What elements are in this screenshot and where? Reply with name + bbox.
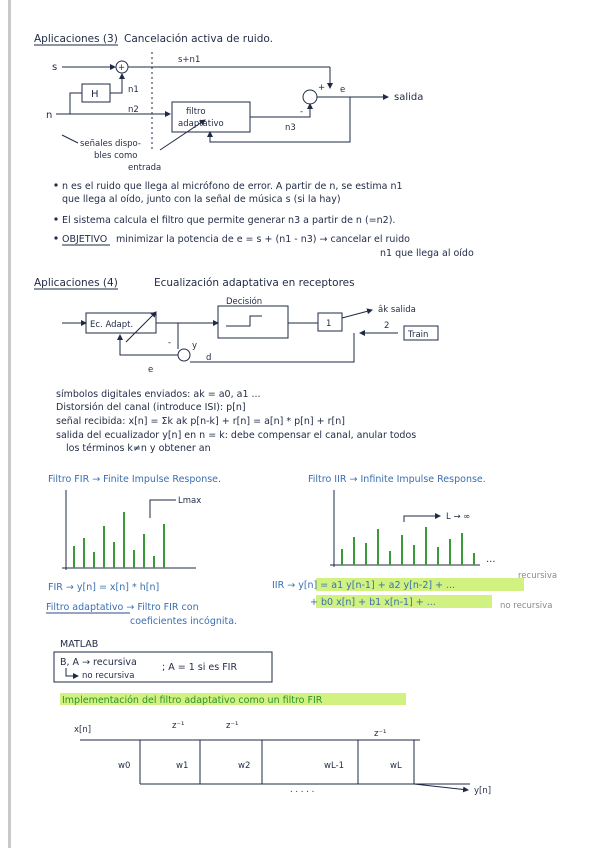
objective-text-2: n1 que llega al oído bbox=[380, 248, 474, 259]
sec2-bullet: Distorsión del canal (introduce ISI): p[n] bbox=[56, 402, 246, 413]
n1-label: n1 bbox=[128, 85, 139, 95]
sec1-bullet-1: n es el ruido que llega al micrófono de error. A partir de n, se estima n1 bbox=[62, 181, 403, 192]
linf-label: L → ∞ bbox=[446, 512, 471, 522]
bullet-dot bbox=[54, 183, 57, 186]
adaptive-text-2: coeficientes incógnita. bbox=[130, 616, 238, 627]
avail-text-1: señales dispo- bbox=[80, 139, 141, 149]
sum-label: s+n1 bbox=[178, 55, 201, 65]
section-adaptive-equalization bbox=[34, 277, 438, 454]
iir-equation-1: IIR → y[n] = a1 y[n-1] + a2 y[n-2] + ... bbox=[272, 580, 456, 591]
sum-node-2 bbox=[303, 90, 317, 104]
lmax-label: Lmax bbox=[178, 496, 202, 506]
decision-block bbox=[218, 306, 288, 338]
equalizer-label: Ec. Adapt. bbox=[90, 320, 134, 330]
avail-text-3: entrada bbox=[128, 163, 162, 173]
z2-label: z⁻¹ bbox=[226, 721, 239, 731]
sec1-bullet-2: El sistema calcula el filtro que permite generar n3 a partir de n (=n2). bbox=[62, 215, 396, 226]
nonrecursive-note: no recursiva bbox=[500, 601, 553, 611]
objective-text: minimizar la potencia de e = s + (n1 - n3) → cancelar el ruido bbox=[116, 234, 410, 245]
filter-label-2: adaptativo bbox=[178, 119, 224, 129]
decision-step bbox=[226, 316, 262, 326]
matlab-title: MATLAB bbox=[60, 639, 99, 650]
impl-title: Implementación del filtro adaptativo como un filtro FIR bbox=[62, 695, 323, 706]
bullet-dot bbox=[54, 236, 57, 239]
avail-text-2: bles como bbox=[94, 151, 138, 161]
impl-output: y[n] bbox=[474, 786, 492, 796]
wl-label: wL bbox=[390, 761, 402, 771]
output-arrow bbox=[414, 784, 468, 790]
lmax-bracket bbox=[150, 500, 176, 518]
block-h-label: H bbox=[91, 89, 99, 100]
fir-impulse-bars bbox=[74, 512, 164, 568]
matlab-nonrec: no recursiva bbox=[82, 671, 135, 681]
w1-label: w1 bbox=[176, 761, 189, 771]
to-output bbox=[342, 310, 372, 318]
decision-label: Decisión bbox=[226, 297, 263, 307]
ref-line bbox=[190, 333, 354, 362]
adaptive-text-1: Filtro adaptativo → Filtro FIR con bbox=[46, 602, 199, 613]
z3-label: z⁻¹ bbox=[374, 729, 387, 739]
matlab-a-eq: ; A = 1 si es FIR bbox=[162, 662, 238, 673]
matlab-arrow bbox=[66, 668, 78, 676]
iir-equation-2: + b0 x[n] + b1 x[n-1] + ... bbox=[310, 597, 436, 608]
z1-label: z⁻¹ bbox=[172, 721, 185, 731]
sec2-bullet: los términos k≠n y obtener an bbox=[66, 443, 211, 454]
n-branch bbox=[70, 93, 82, 114]
filter-label-1: filtro bbox=[186, 107, 206, 117]
output-label: salida bbox=[394, 92, 424, 103]
sec2-bullet: símbolos digitales enviados: ak = a0, a1 ... bbox=[56, 389, 261, 400]
error-node bbox=[178, 349, 190, 361]
sum2-minus: - bbox=[300, 107, 304, 117]
iir-label: Filtro IIR → Infinite Impulse Response. bbox=[308, 474, 486, 485]
d-label: d bbox=[206, 353, 212, 363]
bullet-dot bbox=[54, 217, 57, 220]
fir-label: Filtro FIR → Finite Impulse Response. bbox=[48, 474, 222, 485]
sec1-bullet-1b: que llega al oído, junto con la señal de música s (si la hay) bbox=[62, 194, 341, 205]
sec2-bullets bbox=[56, 389, 416, 454]
w0-label: w0 bbox=[118, 761, 131, 771]
signal-n-label: n bbox=[46, 110, 53, 121]
avail-pointer bbox=[62, 135, 78, 143]
h-to-sum bbox=[110, 74, 122, 93]
fir-equation: FIR → y[n] = x[n] * h[n] bbox=[48, 582, 160, 593]
section-noise-cancellation bbox=[34, 33, 474, 259]
train-label: Train bbox=[408, 330, 429, 340]
section-fir-iir bbox=[46, 474, 557, 627]
sec2-bullet: señal recibida: x[n] = Σk ak p[n-k] + r[n] = a[n] * p[n] + r[n] bbox=[56, 416, 345, 427]
sec1-title-prefix: Aplicaciones (3) bbox=[34, 33, 118, 45]
iir-impulse-bars bbox=[342, 527, 474, 565]
linf-arrow bbox=[404, 516, 440, 522]
e-label-2: e bbox=[148, 365, 154, 375]
n2-label: n2 bbox=[128, 105, 139, 115]
matlab-b-line: B, A → recursiva bbox=[60, 657, 137, 668]
w2-label: w2 bbox=[238, 761, 251, 771]
switch-2: 2 bbox=[384, 321, 390, 331]
section-fir-implementation bbox=[60, 693, 491, 796]
minus-sign: - bbox=[168, 338, 172, 348]
sec2-title: Ecualización adaptativa en receptores bbox=[154, 277, 355, 289]
signal-s-label: s bbox=[52, 62, 58, 73]
impl-input: x[n] bbox=[74, 725, 92, 735]
objective-label: OBJETIVO bbox=[62, 234, 108, 245]
iir-dots: ... bbox=[486, 554, 496, 565]
sum2-plus: + bbox=[318, 83, 326, 93]
e-label: e bbox=[340, 85, 346, 95]
section-matlab bbox=[54, 639, 272, 682]
error-feedback bbox=[210, 97, 350, 142]
sum1-plus: + bbox=[118, 63, 126, 73]
y-label: y bbox=[192, 341, 198, 351]
output-hat: âk salida bbox=[378, 305, 416, 315]
sec2-title-prefix: Aplicaciones (4) bbox=[34, 277, 118, 289]
switch-1: 1 bbox=[326, 319, 332, 329]
n3-label: n3 bbox=[285, 123, 296, 133]
sec2-bullet: salida del ecualizador y[n] en n = k: debe compensar el canal, anular todos bbox=[56, 430, 417, 441]
sec1-title: Cancelación activa de ruido. bbox=[124, 33, 273, 45]
impl-dots: . . . . . bbox=[290, 785, 315, 795]
recursive-note: recursiva bbox=[518, 571, 558, 581]
wl1-label: wL-1 bbox=[324, 761, 345, 771]
